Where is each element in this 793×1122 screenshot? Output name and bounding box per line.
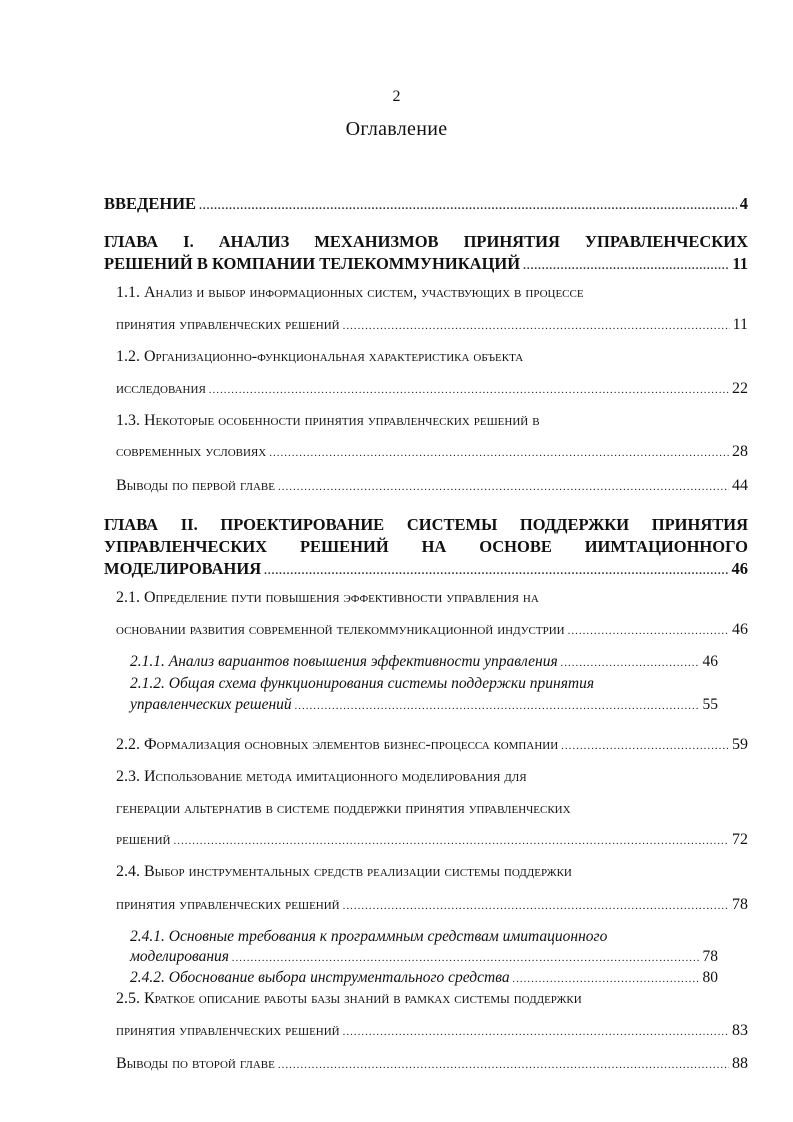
toc-entry-section-2-3[interactable]	[116, 831, 748, 849]
toc-entry-introduction[interactable]	[104, 194, 748, 214]
section-2-3-line-2[interactable]: генерации альтернатив в системе поддержки принятия управленческих	[116, 800, 571, 817]
toc-page-number: 11	[732, 316, 748, 333]
leader-dots	[343, 1026, 729, 1038]
toc-entry-label: принятия управленческих решений	[116, 896, 340, 913]
toc-page-number: 28	[732, 443, 748, 460]
toc-entry-subsection-2-1-1[interactable]	[130, 653, 718, 671]
chapter-1-heading-line-1[interactable]: ГЛАВА I. АНАЛИЗ МЕХАНИЗМОВ ПРИНЯТИЯ УПРАВЛЕНЧЕСКИХ	[104, 232, 748, 251]
toc-entry-label: принятия управленческих решений	[116, 1022, 340, 1039]
toc-entry-section-2-5[interactable]	[116, 1022, 748, 1040]
section-2-1-line-1[interactable]: 2.1. Определение пути повышения эффективности управления на	[116, 589, 539, 606]
toc-entry-label: РЕШЕНИЙ В КОМПАНИИ ТЕЛЕКОММУНИКАЦИЙ	[104, 254, 521, 273]
leader-dots	[295, 700, 700, 712]
toc-entry-label: управленческих решений	[130, 696, 292, 713]
toc-entry-label: моделирования	[130, 948, 229, 965]
toc-entry-chapter-2[interactable]	[104, 559, 748, 579]
leader-dots	[523, 260, 729, 272]
toc-entry-label: современных условиях	[116, 443, 267, 460]
toc-entry-label: решений	[116, 831, 171, 848]
leader-dots	[278, 481, 729, 493]
toc-entry-label: МОДЕЛИРОВАНИЯ	[104, 559, 262, 578]
toc-entry-chapter-1[interactable]	[104, 254, 748, 274]
toc-entry-subsection-2-1-2[interactable]	[130, 696, 718, 714]
leader-dots	[278, 1059, 729, 1071]
toc-entry-subsection-2-4-1[interactable]	[130, 948, 718, 966]
toc-page-number: 80	[702, 969, 718, 986]
toc-entry-chapter-1-conclusions[interactable]	[116, 477, 748, 495]
leader-dots	[568, 625, 729, 637]
section-2-5-line-1[interactable]: 2.5. Краткое описание работы базы знаний в рамках системы поддержки	[116, 990, 582, 1007]
toc-page-number: 46	[732, 621, 748, 638]
toc-entry-label: 2.4.2. Обоснование выбора инструментального средства	[130, 969, 510, 986]
chapter-2-heading-line-2[interactable]: УПРАВЛЕНЧЕСКИХ РЕШЕНИЙ НА ОСНОВЕ ИИМТАЦИОННОГО	[104, 537, 748, 556]
toc-entry-section-2-4[interactable]	[116, 896, 748, 914]
toc-entry-label: принятия управленческих решений	[116, 316, 340, 333]
toc-entry-label: 2.2. Формализация основных элементов бизнес-процесса компании	[116, 736, 559, 753]
toc-page-number: 44	[732, 477, 748, 494]
toc-entry-label: основании развития современной телекоммуникационной индустрии	[116, 621, 565, 638]
toc-title: Оглавление	[345, 118, 448, 140]
toc-page-number: 83	[732, 1022, 748, 1039]
section-2-3-line-1[interactable]: 2.3. Использование метода имитационного моделирования для	[116, 768, 527, 785]
toc-page-number: 46	[702, 653, 718, 670]
toc-entry-section-1-3[interactable]	[116, 443, 748, 461]
section-1-2-line-1[interactable]: 1.2. Организационно-функциональная характеристика объекта	[116, 348, 524, 365]
toc-entry-chapter-2-conclusions[interactable]	[116, 1055, 748, 1073]
leader-dots	[561, 740, 729, 752]
leader-dots	[269, 447, 729, 459]
subsection-2-1-2-line-1[interactable]: 2.1.2. Общая схема функционирования системы поддержки принятия	[130, 675, 595, 692]
toc-entry-section-2-1[interactable]	[116, 621, 748, 639]
toc-entry-label: исследования	[116, 380, 206, 397]
page-number: 2	[392, 88, 401, 105]
toc-entry-label: Выводы по второй главе	[116, 1055, 275, 1072]
section-1-1-line-1[interactable]: 1.1. Анализ и выбор информационных систем, участвующих в процессе	[116, 284, 584, 301]
toc-page-number: 22	[732, 380, 748, 397]
toc-entry-label: Выводы по первой главе	[116, 477, 275, 494]
toc-entry-label: 2.1.1. Анализ вариантов повышения эффективности управления	[130, 653, 558, 670]
section-2-4-line-1[interactable]: 2.4. Выбор инструментальных средств реализации системы поддержки	[116, 863, 572, 880]
toc-entry-section-1-2[interactable]	[116, 380, 748, 398]
toc-page-number: 55	[702, 696, 718, 713]
leader-dots	[173, 835, 729, 847]
toc-page-number: 88	[732, 1055, 748, 1072]
toc-page-number: 72	[732, 831, 748, 848]
toc-entry-label: ВВЕДЕНИЕ	[104, 194, 197, 213]
leader-dots	[343, 320, 730, 332]
leader-dots	[264, 565, 728, 577]
toc-entry-subsection-2-4-2[interactable]	[130, 969, 718, 987]
leader-dots	[513, 973, 700, 985]
toc-entry-section-2-2[interactable]	[116, 736, 748, 754]
toc-page-number: 59	[732, 736, 748, 753]
toc-page-number: 46	[731, 559, 748, 578]
toc-entry-section-1-1[interactable]	[116, 316, 748, 334]
toc-page-number: 78	[702, 948, 718, 965]
toc-page-number: 11	[732, 254, 748, 273]
leader-dots	[209, 384, 729, 396]
leader-dots	[199, 200, 737, 212]
toc-page-number: 4	[739, 194, 748, 213]
leader-dots	[561, 657, 700, 669]
leader-dots	[232, 952, 700, 964]
leader-dots	[343, 900, 729, 912]
chapter-2-heading-line-1[interactable]: ГЛАВА II. ПРОЕКТИРОВАНИЕ СИСТЕМЫ ПОДДЕРЖКИ ПРИНЯТИЯ	[104, 515, 748, 534]
subsection-2-4-1-line-1[interactable]: 2.4.1. Основные требования к программным средствам имитационного	[130, 928, 608, 945]
section-1-3-line-1[interactable]: 1.3. Некоторые особенности принятия управленческих решений в	[116, 412, 540, 429]
toc-page-number: 78	[732, 896, 748, 913]
